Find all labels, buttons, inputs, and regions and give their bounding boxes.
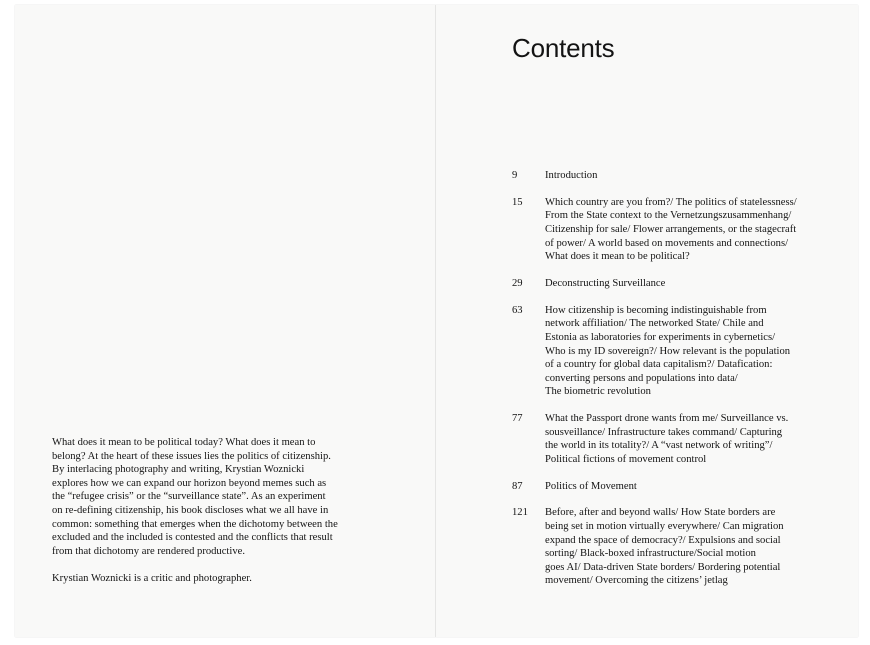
toc-entry-text: What the Passport drone wants from me/ Surveillance vs. sousveillance/ Infrastructure takes command/ Capturing the world in its totality?/ A “vast network of writing”/ Political fictions of movement control — [545, 413, 789, 465]
author-bio: Krystian Woznicki is a critic and photographer. — [52, 572, 252, 584]
left-page — [15, 5, 436, 637]
toc-entry-text: Politics of Movement — [545, 480, 637, 492]
toc-page-number: 121 — [512, 507, 528, 519]
blurb-text: What does it mean to be political today? What does it mean to belong? At the heart of these issues lies the politics of citizenship. By interlacing photography and writing, Krystian Woznicki explores how we can expand our horizon beyond memes such as the “refugee crisis” or the “surveillance state”. As an experiment on re-defining citizenship, his book discloses what we all have in common: something that emerges when the dichotomy between the excluded and the included is contested and the conflicts that result from that dichotomy are rendered productive. — [52, 437, 338, 557]
toc-page-number: 29 — [512, 277, 523, 289]
toc-entry-text: Before, after and beyond walls/ How State borders are being set in motion virtually everywhere/ Can migration expand the space of democracy?/ Expulsions and social sorting/ Black-boxed infrastructure/Social motion goes AI/ Data-driven State borders/ Bordering potential movement/ Overcoming the citizens’ jetlag — [545, 507, 784, 587]
toc-entry[interactable] — [512, 196, 832, 264]
toc-entry-text: Which country are you from?/ The politics of statelessness/ From the State context to the Vernetzungszusammenhang/ Citizenship for sale/ Flower arrangements, or the stagecraft of power/ A world based on movements and connections/ What does it mean to be political? — [545, 196, 797, 263]
toc-page-number: 9 — [512, 170, 518, 181]
toc-entry-text: Introduction — [545, 170, 598, 181]
toc-page-number: 15 — [512, 196, 523, 208]
back-cover-blurb — [52, 436, 382, 586]
contents-title: Contents — [512, 33, 615, 63]
toc-entry[interactable] — [512, 480, 832, 494]
table-of-contents — [512, 169, 832, 601]
toc-entry[interactable] — [512, 506, 832, 588]
toc-entry[interactable] — [512, 412, 832, 466]
toc-entry[interactable] — [512, 169, 832, 183]
right-page — [436, 5, 858, 637]
toc-entry[interactable] — [512, 277, 832, 291]
toc-page-number: 77 — [512, 413, 523, 425]
toc-entry[interactable] — [512, 304, 832, 399]
toc-entry-text: Deconstructing Surveillance — [545, 277, 666, 289]
toc-page-number: 63 — [512, 304, 523, 316]
toc-entry-text: How citizenship is becoming indistinguishable from network affiliation/ The networked State/ Chile and Estonia as laboratories for experiments in cybernetics/ Who is my ID sovereign?/ How relevant is the population of a country for global data capitalism?/ Datafication: converting persons and populations into data/ The biometric revolution — [545, 304, 791, 398]
toc-page-number: 87 — [512, 480, 523, 492]
